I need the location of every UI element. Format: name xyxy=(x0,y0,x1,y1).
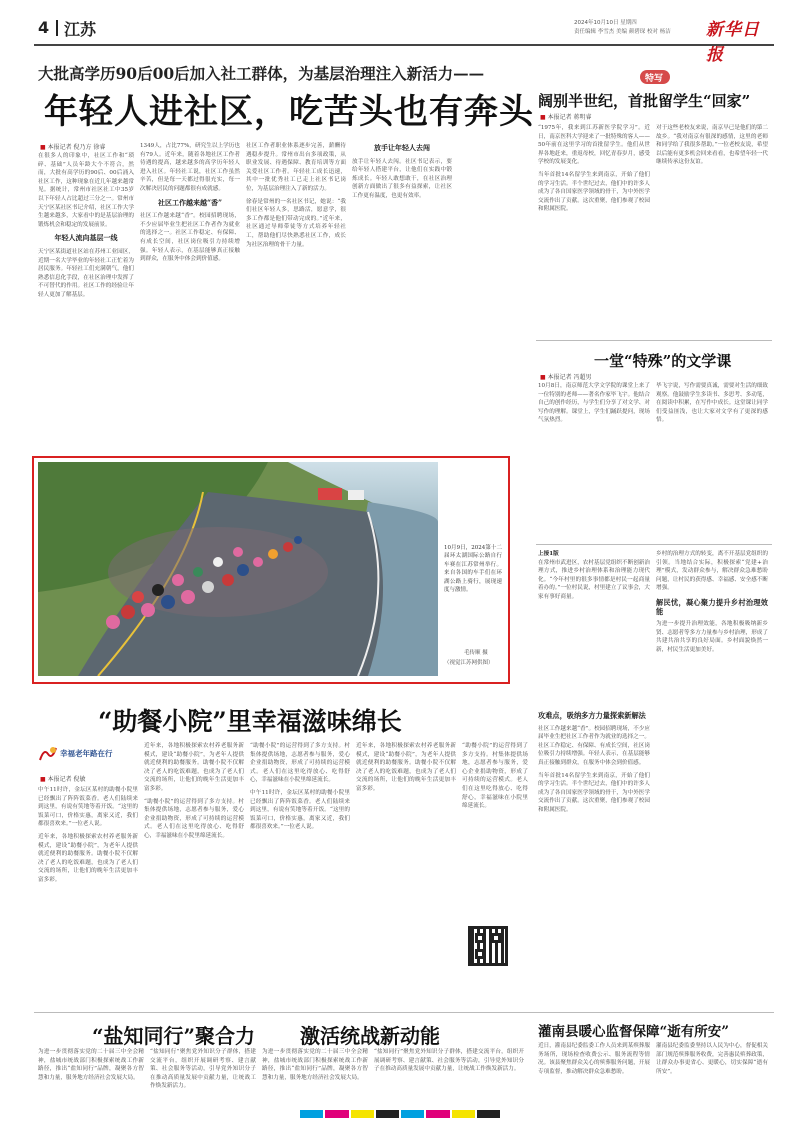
side-headline: 阔别半世纪，首批留学生“回家” xyxy=(538,92,751,110)
masthead-divider xyxy=(56,20,58,36)
meals-col-1 xyxy=(38,786,138,1008)
salt-headline-1: “盐知同行”聚合力 xyxy=(92,1024,256,1048)
reporter-icon: ■ xyxy=(540,374,546,381)
column-logo-icon xyxy=(38,744,58,764)
reporter-icon: ■ xyxy=(40,776,46,783)
cycling-photo xyxy=(38,462,438,676)
salt-para: 为进一步贯彻落实党的二十届三中全会精神，盐城市统战部门积极探索统战工作新路径，推出“盐知同行”品牌，凝聚各方智慧和力量，服务地方经济社会发展大局。 xyxy=(262,1049,368,1081)
rural-col-3 xyxy=(538,710,650,1010)
side-byline: ■ 本报记者 蒋明睿 xyxy=(540,114,592,121)
rural-para: 为进一步提升治理效能，各地积极吸纳新乡贤、志愿者等多方力量参与乡村治理，形成了共建共治共享的良好局面。乡村面貌焕然一新，村民生活更加美好。 xyxy=(656,621,768,653)
photo-caption: 10月9日，2024第十二届环太湖国际公路自行车赛在江苏常州举行。来自各国的车手们在环湖公路上骑行，展现速度与激情。 xyxy=(444,545,502,594)
column-logo xyxy=(38,742,136,766)
meals-para: 近年来，各地积极探索农村养老服务新模式，建设“助餐小院”，为老年人提供就近便利的助餐服务。助餐小院不仅解决了老人的吃饭难题，也成为了老人们交流的场所，让他们的晚年生活更加丰富多彩。 xyxy=(38,833,138,883)
lead-para: 社区工作越来越“香”。校园招聘现场，不少应届毕业生把社区工作者作为就业的选择之一。社区工作稳定、有保障、有成长空间，社区岗位吸引力持续增强。年轻人表示，在基层能够真正接触到群众，在服务中体会到价值感。 xyxy=(140,213,240,263)
lead-subhead: 社区工作越来越“香” xyxy=(157,197,223,207)
reporter-icon: ■ xyxy=(540,114,546,121)
cycling-photo-svg xyxy=(38,462,438,676)
divider xyxy=(34,1012,774,1013)
lead-para: 社区工作者职业体系逐步完善，薪酬待遇稳步提升。常州市出台多项政策，从职业发展、待遇保障、教育培训等方面关爱社区工作者。年轻社工成长迅速，其中一批优秀社工已走上社区书记岗位，为基层治理注入了新的活力。 xyxy=(246,143,346,192)
masthead-rule xyxy=(34,44,774,46)
meals-col-3 xyxy=(250,742,350,1008)
meals-para: “助餐小院”的运营得到了多方支持。村集体提供场地，志愿者参与服务，爱心企业捐助物资，形成了可持续的运营模式。老人们在这里吃得放心、吃得舒心，幸福滋味在小院里绵延流长。 xyxy=(462,743,528,810)
feature-tag-label: 特写 xyxy=(645,74,664,84)
photo-frame xyxy=(32,456,510,684)
salt-col-1 xyxy=(38,1048,144,1106)
salt-col-4 xyxy=(374,1048,524,1106)
salt-headline-2: 激活统战新动能 xyxy=(300,1024,440,1048)
rural-para: 乡村的治理方式的转变，离不开基层党组织的引领。当地结合实际，积极探索“党建+治理”模式，发动群众参与，解决群众急难愁盼问题，让村民的获得感、幸福感、安全感不断增强。 xyxy=(656,551,768,592)
salt-para: 为进一步贯彻落实党的二十届三中全会精神，盐城市统战部门积极探索统战工作新路径，推出“盐知同行”品牌，凝聚各方智慧和力量，服务地方经济社会发展大局。 xyxy=(38,1049,144,1081)
section-name: 江苏 xyxy=(64,20,97,39)
continued-label: 上接1版 xyxy=(538,551,559,557)
rural-subhead: 攻难点，吸纳多方力量探索新解法 xyxy=(538,711,646,720)
lead-para: 1349人，占比77%，研究生以上学历也有79人。近年来，随着各地社区工作者待遇的提高，越来越多的高学历年轻人进入社区。年轻社工说，社区工作虽然辛苦，但是每一天都过得很充实，每一次解决居民的问题都很有成就感。 xyxy=(140,143,240,192)
salt-col-2 xyxy=(150,1048,256,1106)
literature-col-2 xyxy=(656,382,768,538)
lead-col-1 xyxy=(38,152,134,452)
photo-credit-source: （视觉江苏网供图） xyxy=(444,660,494,666)
meals-col-2 xyxy=(144,742,244,1008)
lead-para: 在很多人的印象中，社区工作和“琐碎、基础”人员年龄大个不符合，然而，大批有高学历的90后、00后涌入社区工作，这种现象在近几年越来越常见。据统计，常州市社区社工中35岁以下年轻人占比超过三分之一。常州市天宁区某社区书记介绍，社区工作大学生越来越多，大家看中的是基层治理的锻炼机会和稳定的发展前景。 xyxy=(38,153,134,228)
masthead xyxy=(34,14,774,65)
rural-para: 社区工作越来越“香”。校园招聘现场，不少应届毕业生把社区工作者作为就业的选择之一。社区工作稳定、有保障、有成长空间，社区岗位吸引力持续增强。年轻人表示，在基层能够真正接触到群众，在服务中体会到价值感。 xyxy=(538,725,650,766)
divider xyxy=(536,544,772,545)
literature-byline: ■ 本报记者 冯超男 xyxy=(540,374,592,381)
print-color-bar xyxy=(300,1110,500,1118)
meals-byline: ■ 本报记者 倪敏 xyxy=(40,776,86,783)
lead-subhead: 放手让年轻人去闯 xyxy=(374,143,430,152)
side-para: 对于这些老校友来说，南京早已是他们的第二故乡。“我对南京有很深的感情，这里的老师和同学给了我很多帮助。”一位老校友说，希望以后能有更多机会回来看看，也希望年轻一代继续传承这份友谊。 xyxy=(656,125,768,166)
rural-subhead: 解民忧，凝心聚力提升乡村治理效能 xyxy=(656,597,768,616)
meals-headline: “助餐小院”里幸福滋味绵长 xyxy=(98,707,402,736)
meals-para: 近年来，各地积极探索农村养老服务新模式，建设“助餐小院”，为老年人提供就近便利的助餐服务。助餐小院不仅解决了老人的吃饭难题，也成为了老人们交流的场所，让他们的晚年生活更加丰富多彩。 xyxy=(144,743,244,792)
literature-para: 毕飞宇说，写作需要真诚，需要对生活的细致观察。他鼓励学生多读书、多思考、多动笔，在阅读中积累，在写作中成长。这堂课让同学们受益匪浅，也让大家对文学有了更深的感悟。 xyxy=(656,383,768,424)
literature-para: 10月8日，南京师范大学文学院的课堂上来了一位特别的老师——著名作家毕飞宇。他结合自己的创作经历，与学生们分享了对文学、对写作的理解。课堂上，学生们踊跃提问，现场气氛热烈。 xyxy=(538,383,650,424)
rural-para: 在常州市武进区，农村基层党组织不断创新治理方式，推进乡村治理体系和治理能力现代化。“今年村里的很多事情都是村民一起商量着办的。”一位村民说，村里建立了议事会，大家有事好商量。 xyxy=(538,559,650,600)
side-col-1 xyxy=(538,124,650,336)
meals-col-4 xyxy=(356,742,456,922)
side-para: 当年首批14名留学生来到南京，开始了他们的学习生活。半个世纪过去，他们中的许多人成为了各自国家医学领域的骨干，为中外医学交流作出了贡献。这次重聚，他们参观了校园和附属医院。 xyxy=(538,171,650,213)
page-number: 4 xyxy=(38,18,50,37)
salt-para: “盐知同行”聚焦党外知识分子群体，搭建交流平台，组织开展调研考察、建言献策、社会服务等活动，引导党外知识分子在推动高质量发展中贡献力量，让统战工作焕发新活力。 xyxy=(150,1049,256,1090)
meals-para: 中午11时许，金坛区某村的助餐小院里已经飘出了阵阵饭菜香。老人们陆续来到这里，有说有笑地等着开饭。“这里的饭菜可口，价格实惠，离家又近，我们都很喜欢来。”一位老人说。 xyxy=(250,789,350,831)
guannan-headline: 灌南县暖心监督保障“逝有所安” xyxy=(538,1024,730,1040)
lead-headline: 年轻人进社区，吃苦头也有奔头 xyxy=(44,92,534,132)
lead-col-4 xyxy=(352,142,452,452)
divider xyxy=(536,340,772,341)
reporter-icon: ■ xyxy=(40,144,46,151)
lead-col-2 xyxy=(140,142,240,452)
salt-para: “盐知同行”聚焦党外知识分子群体，搭建交流平台，组织开展调研考察、建言献策、社会服务等活动，引导党外知识分子在推动高质量发展中贡献力量，让统战工作焕发新活力。 xyxy=(374,1049,524,1073)
rural-col-2 xyxy=(656,550,768,1010)
guannan-col-1 xyxy=(538,1042,650,1106)
guannan-para: 灌南县纪委监委坚持以人民为中心，督促相关部门规范殡葬服务收费，完善惠民殡葬政策，让群众办事更省心、更暖心，切实保障“逝有所安”。 xyxy=(656,1043,768,1075)
meals-para: “助餐小院”的运营得到了多方支持。村集体提供场地，志愿者参与服务，爱心企业捐助物资，形成了可持续的运营模式。老人们在这里吃得放心、吃得舒心，幸福滋味在小院里绵延流长。 xyxy=(250,743,350,784)
lead-subhead: 年轻人流向基层一线 xyxy=(54,233,118,243)
guannan-col-2 xyxy=(656,1042,768,1106)
lead-kicker: 大批高学历90后00后加入社工群体，为基层治理注入新活力—— xyxy=(38,64,485,83)
side-col-2 xyxy=(656,124,768,336)
lead-para: 天宁区某街道社区站在苏州工业园区，近期一名大学毕业的年轻社工正忙着为居民服务。年轻社工们充满朝气，他们熟悉信息化手段，在社区治理中发挥了不可替代的作用。社区工作的经验让年轻人更加了解基层。 xyxy=(38,248,134,298)
lead-para: 放手让年轻人去闯。社区书记表示，要给年轻人搭建平台，让他们在实践中锻炼成长。年轻人敢想敢干，在社区治理创新方面做出了很多有益探索，让社区工作更有温度，也更有效率。 xyxy=(352,158,452,199)
lead-para: 徐春是常州的一名社区书记，她说：“我们社区年轻人多，思路活，愿意学，很多工作都是他们带动完成的。”近年来，社区通过导师带徒等方式培养年轻社工，帮助他们尽快熟悉社区工作，成长为社区治理的骨干力量。 xyxy=(246,198,346,248)
lead-col-3 xyxy=(246,142,346,452)
meals-para: 近年来，各地积极探索农村养老服务新模式，建设“助餐小院”，为老年人提供就近便利的助餐服务。助餐小院不仅解决了老人的吃饭难题，也成为了老人们交流的场所，让他们的晚年生活更加丰富多彩。 xyxy=(356,743,456,792)
column-logo-text: 幸福老年路在行 xyxy=(60,749,113,758)
literature-headline: 一堂“特殊”的文学课 xyxy=(594,352,732,370)
literature-col-1 xyxy=(538,382,650,538)
salt-col-3 xyxy=(262,1048,368,1106)
side-para: “1975年，我来到江苏新医学院学习”。近日，南京医科大学迎来了一批特殊的客人——50年前在这里学习的首批留学生。他们从世界各地赶来，重返母校，回忆青春岁月，感受学校的发展变化。 xyxy=(538,125,650,166)
photo-credit: 毛传顺 摄 xyxy=(464,650,488,656)
meals-col-5 xyxy=(462,742,528,852)
rural-para: 当年首批14名留学生来到南京，开始了他们的学习生活。半个世纪过去，他们中的许多人成为了各自国家医学领域的骨干，为中外医学交流作出了贡献。这次重聚，他们参观了校园和附属医院。 xyxy=(538,772,650,813)
meals-para: 中午11时许，金坛区某村的助餐小院里已经飘出了阵阵饭菜香。老人们陆续来到这里，有说有笑地等着开饭。“这里的饭菜可口，价格实惠，离家又近，我们都很喜欢来。”一位老人说。 xyxy=(38,787,138,828)
date-line: 2024年10月10日 星期四 xyxy=(574,20,637,26)
newspaper-logo: 新华日报 xyxy=(706,20,760,65)
qr-code[interactable] xyxy=(468,926,508,966)
guannan-para: 近日，灌南县纪委监委工作人员来到某殡葬服务场所，现场检查收费公示、服务流程等情况。该县聚焦群众关心的殡葬服务问题，开展专项监督，推动解决群众急难愁盼。 xyxy=(538,1043,650,1075)
editors-line: 责任编辑 李雪杰 美编 颜碧琛 校对 杨洁 xyxy=(574,29,671,35)
meals-para: “助餐小院”的运营得到了多方支持。村集体提供场地，志愿者参与服务，爱心企业捐助物资，形成了可持续的运营模式。老人们在这里吃得放心、吃得舒心，幸福滋味在小院里绵延流长。 xyxy=(144,798,244,839)
rural-col-1 xyxy=(538,550,650,706)
lead-byline: ■ 本报记者 倪乃方 徐睿 xyxy=(40,144,106,151)
